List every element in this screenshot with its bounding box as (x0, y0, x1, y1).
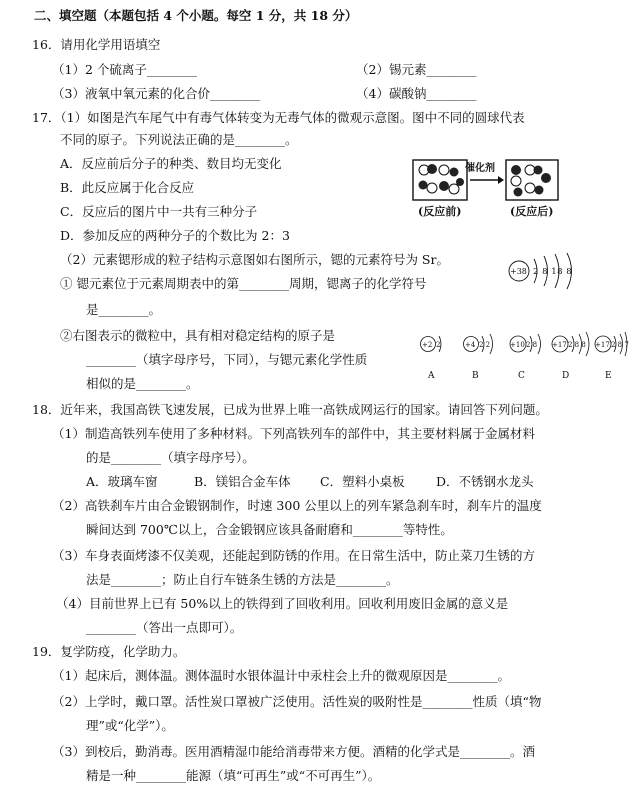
q17-part2: （2）元素锶形成的粒子结构示意图如右图所示，锶的元素符号为 Sr。 (60, 252, 449, 267)
q18-option-d: D．不锈钢水龙头 (436, 474, 534, 489)
q18-option-b: B．镁铝合金车体 (194, 474, 291, 489)
atom-c-nucleus: +10 (510, 341, 525, 349)
q16-stem: 16．请用化学用语填空 (32, 37, 161, 52)
atom-e-label: E (605, 371, 612, 381)
q16-item-2: （2）锡元素________ (356, 62, 477, 77)
atom-c-label: C (518, 371, 525, 381)
atom-b-label: B (472, 371, 479, 381)
q18-stem: 18．近年来，我国高铁飞速发展，已成为世界上唯一高铁成网运行的国家。请回答下列问题。 (32, 402, 548, 417)
before-label: (反应前) (418, 205, 462, 218)
atom-a-label: A (428, 371, 435, 381)
q17-option-b: B．此反应属于化合反应 (60, 180, 195, 195)
atom-a-electrons: 2 (436, 341, 441, 349)
atom-e-nucleus: +17 (595, 341, 610, 349)
q19-part2a: （2）上学时，戴口罩。活性炭口罩被广泛使用。活性炭的吸附性是________性质（填“物 (52, 694, 542, 709)
atom-d-nucleus: +17 (552, 341, 567, 349)
q19-part3a: （3）到校后，勤消毒。医用酒精湿巾能给消毒带来方便。酒精的化学式是________。酒 (52, 744, 535, 759)
q19-part2b: 理”或“化学”）。 (86, 718, 174, 733)
q18-part3a: （3）车身表面烤漆不仅美观，还能起到防锈的作用。在日常生活中，防止菜刀生锈的方 (52, 548, 535, 563)
q17-part2-2a: ②右图表示的微粒中，具有相对稳定结构的原子是 (60, 328, 336, 343)
q18-part1a: （1）制造高铁列车使用了多种材料。下列高铁列车的部件中，其主要材料属于金属材料 (52, 426, 535, 441)
atom-a-nucleus: +2 (422, 341, 433, 349)
q18-part4b: ________（答出一点即可）。 (86, 620, 243, 635)
q17-part2-2c: 相似的是________。 (86, 376, 199, 391)
q19-part1: （1）起床后，测体温。测体温时水银体温计中汞柱会上升的微观原因是________。 (52, 668, 510, 683)
q19-part3b: 精是一种________能源（填“可再生”或“不可再生”）。 (86, 768, 381, 783)
q17-option-a: A．反应前后分子的种类、数目均无变化 (60, 156, 282, 171)
atom-b-electrons: 2 2 (479, 341, 491, 349)
strontium-nucleus: +38 (510, 267, 527, 276)
q19-stem: 19．复学防疫，化学助力。 (32, 644, 186, 659)
q18-part2a: （2）高铁刹车片由合金锻钢制作，时速 300 公里以上的列车紧急刹车时，刹车片的温度 (52, 498, 542, 513)
q18-option-a: A．玻璃车窗 (86, 474, 158, 489)
atom-d-electrons: 2 8 8 (568, 341, 586, 349)
q18-part2b: 瞬间达到 700℃以上，合金锻钢应该具备耐磨和________等特性。 (86, 522, 453, 537)
atom-c-electrons: 2 8 (526, 341, 538, 349)
q17-part2-1a: ① 锶元素位于元素周期表中的第________周期，锶离子的化学符号 (60, 276, 427, 291)
strontium-electrons: 2 8 18 8 (533, 267, 573, 277)
atom-b-nucleus: +4 (465, 341, 476, 349)
atom-d-label: D (562, 371, 570, 381)
q18-part3b: 法是________；防止自行车链条生锈的方法是________。 (86, 572, 399, 587)
q18-part4a: （4）目前世界上已有 50%以上的铁得到了回收利用。回收利用废旧金属的意义是 (56, 596, 509, 611)
q17-stem-cont: 不同的原子。下列说法正确的是________。 (60, 132, 298, 147)
q18-option-c: C．塑料小桌板 (320, 474, 405, 489)
q17-part2-2b: ________（填字母序号，下同），与锶元素化学性质 (86, 352, 368, 367)
q17-option-d: D．参加反应的两种分子的个数比为 2：3 (60, 228, 290, 243)
q17-stem: 17．（1）如图是汽车尾气中有毒气体转变为无毒气体的微观示意图。图中不同的圆球代表 (32, 110, 525, 125)
catalyst-label: 催化剂 (465, 163, 495, 174)
q16-item-3: （3）液氧中氧元素的化合价________ (52, 86, 260, 101)
q16-item-1: （1）2 个硫离子________ (52, 62, 197, 77)
q17-option-c: C．反应后的图片中一共有三种分子 (60, 204, 258, 219)
after-label: (反应后) (510, 205, 554, 218)
section-title: 二、填空题（本题包括 4 个小题。每空 1 分，共 18 分） (34, 8, 358, 23)
q18-part1b: 的是________（填字母序号）。 (86, 450, 255, 465)
q16-item-4: （4）碳酸钠________ (356, 86, 477, 101)
atom-e-electrons: 2 8 7 (611, 341, 629, 349)
q17-part2-1b: 是________。 (86, 302, 162, 317)
